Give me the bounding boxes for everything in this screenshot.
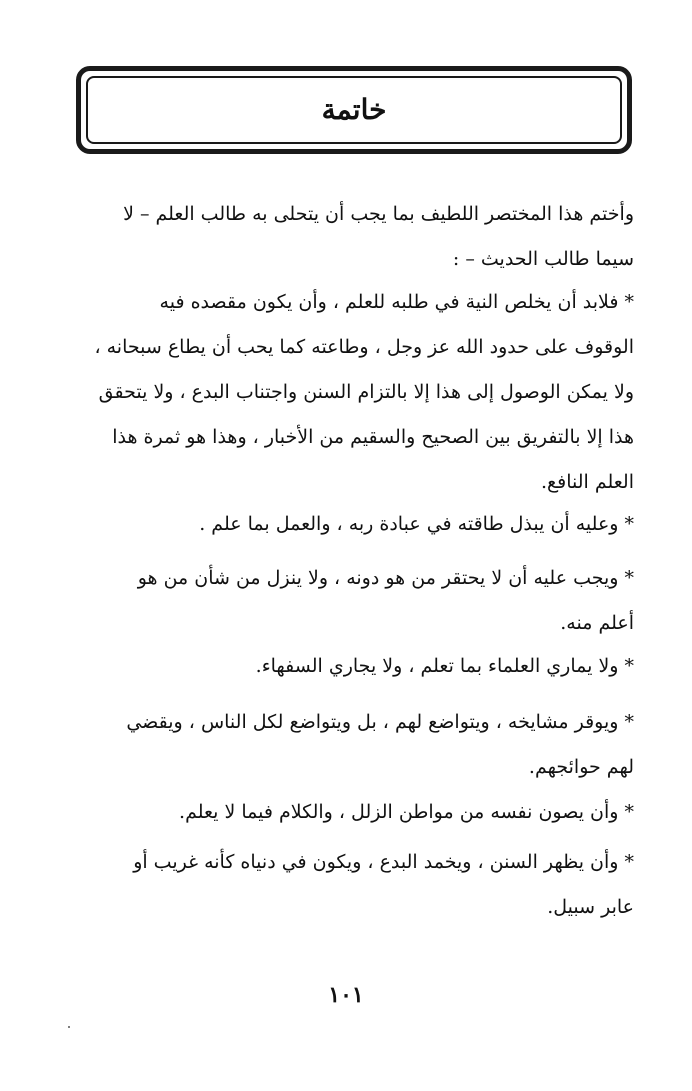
bullet-paragraph-humility [74,556,634,646]
bullet-paragraph-intention [74,280,634,505]
text-line: لهم حوائجهم. [528,756,634,778]
text-line: * وعليه أن يبذل طاقته في عبادة ربه ، والعمل بما علم . [199,513,634,535]
page-number: ١٠١ [328,982,364,1008]
bullet-paragraph-worship [74,502,634,547]
text-line: سيما طالب الحديث – : [452,248,634,270]
text-line: * ويجب عليه أن لا يحتقر من هو دونه ، ولا ينزل من شأن من هو [137,567,634,589]
title-frame [76,66,632,154]
scan-speck [68,1026,70,1028]
bullet-paragraph-respect [74,700,634,790]
text-line: * فلابد أن يخلص النية في طلبه للعلم ، وأن يكون مقصده فيه [159,291,634,313]
text-line: الوقوف على حدود الله عز وجل ، وطاعته كما يحب أن يطاع سبحانه ، [94,336,634,358]
text-line: * ويوقر مشايخه ، ويتواضع لهم ، بل ويتواضع لكل الناس ، ويقضي [126,711,634,733]
chapter-title: خاتمة [321,93,387,126]
title-frame-inner [86,76,622,144]
text-line: * ولا يماري العلماء بما تعلم ، ولا يجاري السفهاء. [255,655,634,677]
bullet-paragraph-scholars [74,644,634,689]
bullet-paragraph-guard [74,790,634,835]
text-line: * وأن يظهر السنن ، ويخمد البدع ، ويكون في دنياه كأنه غريب أو [133,851,634,873]
text-line: * وأن يصون نفسه من مواطن الزلل ، والكلام فيما لا يعلم. [179,801,634,823]
intro-paragraph [74,192,634,282]
text-line: عابر سبيل. [547,896,634,918]
bullet-paragraph-sunnah [74,840,634,930]
text-line: العلم النافع. [540,471,634,493]
text-line: أعلم منه. [560,612,634,634]
text-line: وأختم هذا المختصر اللطيف بما يجب أن يتحلى به طالب العلم – لا [123,203,634,225]
text-line: ولا يمكن الوصول إلى هذا إلا بالتزام السنن واجتناب البدع ، ولا يتحقق [98,381,634,403]
text-line: هذا إلا بالتفريق بين الصحيح والسقيم من الأخبار ، وهذا هو ثمرة هذا [112,426,634,448]
